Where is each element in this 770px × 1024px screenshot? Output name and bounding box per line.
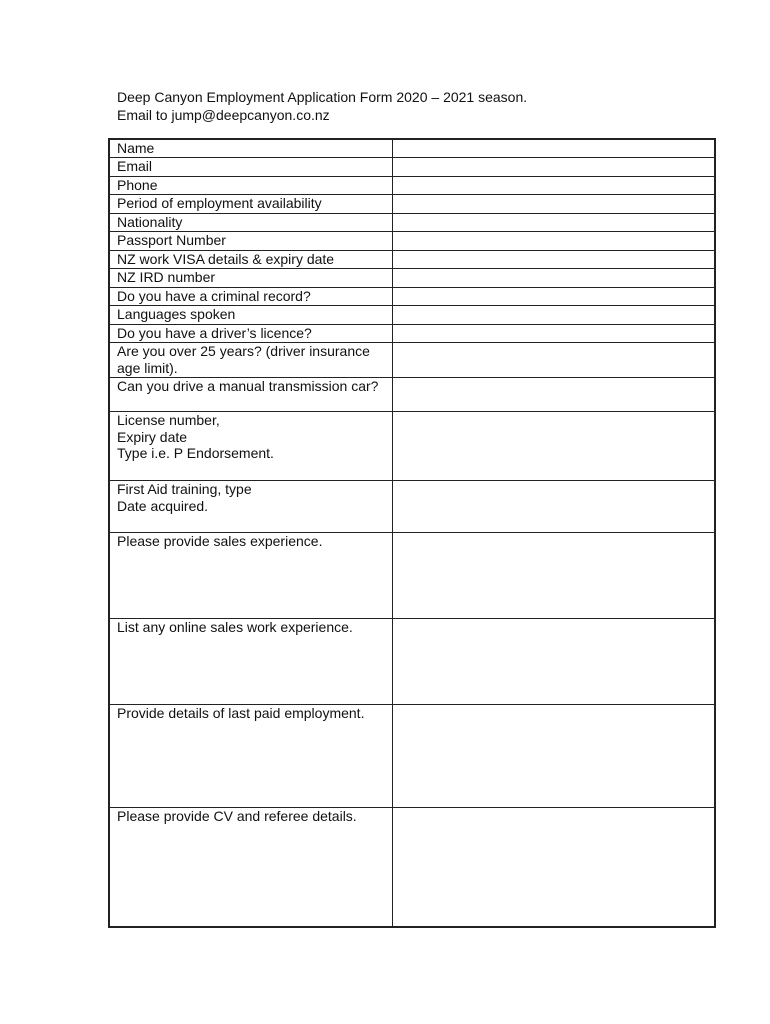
online-sales-field[interactable] — [392, 619, 715, 705]
label-cell — [109, 232, 392, 251]
ird-field[interactable] — [392, 269, 715, 288]
label-cell — [109, 619, 392, 705]
form-row-passport — [109, 232, 715, 251]
availability-field[interactable] — [392, 195, 715, 214]
label-cell — [109, 324, 392, 343]
form-row-criminal-record — [109, 287, 715, 306]
nationality-field[interactable] — [392, 213, 715, 232]
label-cell — [109, 533, 392, 619]
form-row-name — [109, 139, 715, 158]
form-row-cv-referees — [109, 808, 715, 927]
visa-field[interactable] — [392, 250, 715, 269]
row-label: Nationality — [117, 213, 183, 230]
row-label: Email — [117, 158, 153, 174]
row-label: Phone — [117, 176, 158, 193]
label-cell — [109, 250, 392, 269]
form-row-languages — [109, 306, 715, 325]
form-row-drivers-licence — [109, 324, 715, 343]
label-cell — [109, 195, 392, 214]
drivers-licence-field[interactable] — [392, 324, 715, 343]
label-cell — [109, 808, 392, 927]
row-label: License number, Expiry date Type i.e. P Endorsement. — [117, 412, 274, 461]
email-field[interactable] — [392, 158, 715, 177]
form-title: Deep Canyon Employment Application Form 2020 – 2021 season. — [117, 89, 528, 105]
label-cell — [109, 705, 392, 808]
label-cell — [109, 176, 392, 195]
form-row-phone — [109, 176, 715, 195]
row-label: Passport Number — [117, 232, 226, 248]
row-label: Languages spoken — [117, 306, 236, 322]
label-cell — [109, 481, 392, 533]
name-field[interactable] — [392, 139, 715, 158]
label-cell — [109, 412, 392, 481]
last-employment-field[interactable] — [392, 705, 715, 808]
form-row-visa — [109, 250, 715, 269]
form-row-email — [109, 158, 715, 177]
label-cell — [109, 269, 392, 288]
label-cell — [109, 287, 392, 306]
age-field[interactable] — [392, 343, 715, 378]
label-cell — [109, 158, 392, 177]
label-cell — [109, 378, 392, 412]
label-cell — [109, 343, 392, 378]
cv-referees-field[interactable] — [392, 808, 715, 927]
manual-transmission-field[interactable] — [392, 378, 715, 412]
row-label: Can you drive a manual transmission car? — [117, 378, 379, 394]
row-label: Period of employment availability — [117, 195, 322, 211]
form-row-nationality — [109, 213, 715, 232]
row-label: NZ work VISA details & expiry date — [117, 250, 335, 267]
row-label: Do you have a driver’s licence? — [117, 324, 312, 341]
criminal-record-field[interactable] — [392, 287, 715, 306]
submission-email-line: Email to jump@deepcanyon.co.nz — [117, 107, 330, 123]
row-label: First Aid training, type Date acquired. — [117, 481, 252, 514]
form-row-ird — [109, 269, 715, 288]
form-row-age — [109, 343, 715, 378]
row-label: Are you over 25 years? (driver insurance age limit). — [117, 343, 370, 376]
application-form-table — [108, 138, 716, 928]
row-label: NZ IRD number — [117, 269, 216, 285]
row-label: Provide details of last paid employment. — [117, 705, 365, 721]
form-row-availability — [109, 195, 715, 214]
form-row-manual-transmission — [109, 378, 715, 412]
form-row-first-aid — [109, 481, 715, 533]
label-cell — [109, 306, 392, 325]
sales-experience-field[interactable] — [392, 533, 715, 619]
row-label: Do you have a criminal record? — [117, 287, 311, 304]
row-label: Please provide sales experience. — [117, 533, 323, 549]
license-details-field[interactable] — [392, 412, 715, 481]
languages-field[interactable] — [392, 306, 715, 325]
form-row-online-sales — [109, 619, 715, 705]
label-cell — [109, 213, 392, 232]
row-label: Please provide CV and referee details. — [117, 808, 357, 824]
form-row-sales-experience — [109, 533, 715, 619]
form-row-license-details — [109, 412, 715, 481]
form-header — [117, 88, 527, 124]
label-cell — [109, 139, 392, 158]
row-label: Name — [117, 140, 155, 156]
first-aid-field[interactable] — [392, 481, 715, 533]
form-row-last-employment — [109, 705, 715, 808]
phone-field[interactable] — [392, 176, 715, 195]
passport-field[interactable] — [392, 232, 715, 251]
row-label: List any online sales work experience. — [117, 619, 353, 635]
